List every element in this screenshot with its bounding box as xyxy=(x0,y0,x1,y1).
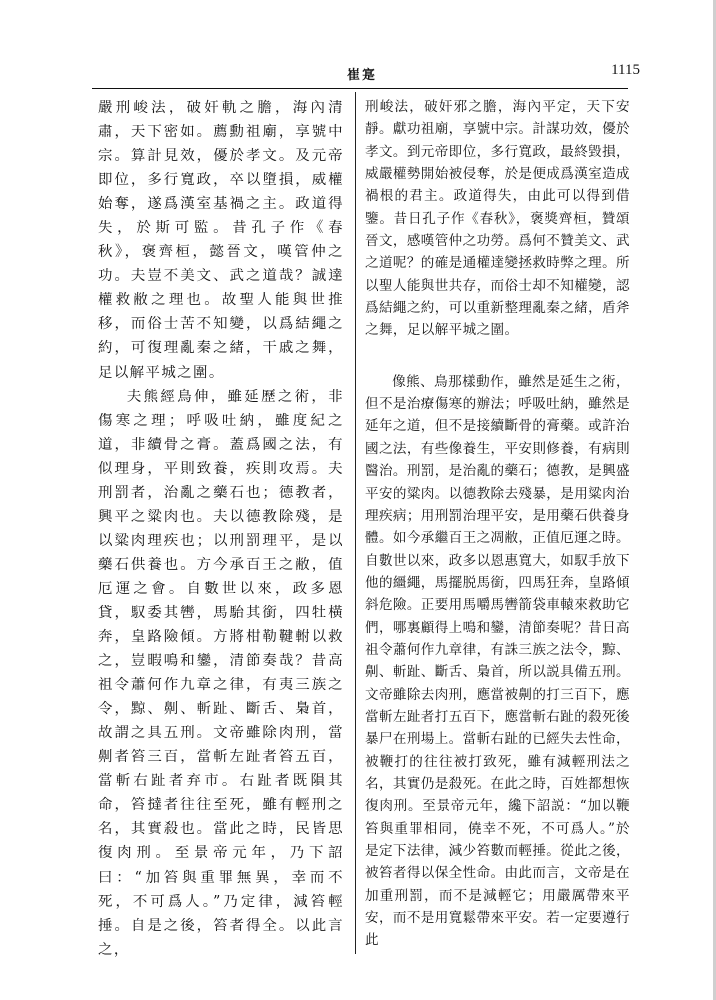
paragraph-gap xyxy=(365,342,630,371)
classical-text-column xyxy=(98,96,344,962)
header-rule xyxy=(92,88,628,89)
column-divider xyxy=(355,92,356,954)
translation-paragraph-2: 像熊、鳥那樣動作，雖然是延生之術，但不是治療傷寒的辦法；呼吸吐納，雖然是延年之道，但不是接續斷骨的膏藥。或許治國之法，有些像養生，平安則修養，有病則醫治。刑罰，是治亂的藥石；德教，是興盛平安的粱肉。以德教除去殘暴，是用粱肉治理疾病；用刑罰治理平安，是用藥石供養身體。如今承繼百王之凋敝，正值厄運之時。自數世以來，政多以恩惠寬大，如馭手放下他的繮繩，馬擺脱馬銜，四馬狂奔，皇路傾斜危險。正要用馬嚼馬轡箭袋車轅來救助它們，哪裏顧得上鳴和鑾，清節奏呢？昔日高祖令蕭何作九章律，有誅三族之法令，黥、劓、斬趾、斷舌、梟首，所以説具備五刑。文帝雖除去肉刑，應當被劓的打三百下，應當斬左趾者打五百下，應當斬右趾的殺死後暴尸在刑場上。當斬右趾的已經失去性命，被鞭打的往往被打致死，雖有減輕刑法之名，其實仍是殺死。在此之時，百姓都想恢復肉刑。至景帝元年，纔下詔説：“加以鞭笞與重罪相同，僥幸不死，不可爲人。”於是定下法律，減少笞數而輕捶。從此之後，被笞者得以保全性命。由此而言，文帝是在加重刑罰，而不是減輕它；用嚴厲帶來平安，而不是用寬鬆帶來平安。若一定要遵行此 xyxy=(365,373,630,949)
classical-paragraph-2: 夫熊經鳥伸，雖延歷之術，非傷寒之理；呼吸吐納，雖度紀之道，非續骨之膏。蓋爲國之法，有似理身，平則致養，疾則攻焉。夫刑罰者，治亂之藥石也；德教者，興平之粱肉也。夫以德教除殘，是以粱肉理疾也；以刑罰理平，是以藥石供養也。方今承百王之敝，值厄運之會。自數世以來，政多恩貸，馭委其轡，馬駘其銜，四牡橫奔，皇路險傾。方將柑勒鞬軵以救之，豈暇鳴和鑾，清節奏哉？昔高祖令蕭何作九章之律，有夷三族之令，黥、劓、斬趾、斷舌、梟首，故謂之具五刑。文帝雖除肉刑，當劓者笞三百，當斬左趾者笞五百，當斬右趾者弃市。右趾者既隕其命，笞撻者往往至死，雖有輕刑之名，其實殺也。當此之時，民皆思復肉刑。至景帝元年，乃下詔曰：“加笞與重罪無異，幸而不死，不可爲人。”乃定律，減笞輕捶。自是之後，笞者得全。以此言之， xyxy=(98,388,344,958)
chapter-title: 崔寔 xyxy=(346,68,377,83)
classical-paragraph-1: 嚴刑峻法，破奸軌之膽，海內清肅，天下密如。薦勳祖廟，享號中宗。算計見效，優於孝文。及元帝即位，多行寬政，卒以墮損，威權始奪，遂爲漢室基禍之主。政道得失，於斯可監。昔孔子作《春秋》，褒齊桓，懿晉文，嘆管仲之功。夫豈不美文、武之道哉？誠達權救敝之理也。故聖人能與世推移，而俗士苦不知變，以爲結繩之約，可復理亂秦之緒，干戚之舞，足以解平城之圍。 xyxy=(98,100,344,381)
translation-text-column xyxy=(365,96,630,952)
page-number: 1115 xyxy=(611,62,640,78)
translation-paragraph-1: 刑峻法，破奸邪之膽，海內平定，天下安靜。獻功祖廟，享號中宗。計謀功效，優於孝文。到元帝即位，多行寬政，最終毀損，威嚴權勢開始被侵奪，於是便成爲漢室造成禍根的君主。政道得失，由此可以得到借鑒。昔日孔子作《春秋》，褒獎齊桓，贊頌晉文，感嘆管仲之功勞。爲何不贊美文、武之道呢？的確是通權達變拯救時弊之理。所以聖人能與世共存，而俗士却不知權變，認爲結繩之約，可以重新整理亂秦之緒，盾斧之舞，足以解平城之圍。 xyxy=(365,99,630,339)
running-header xyxy=(92,62,640,86)
